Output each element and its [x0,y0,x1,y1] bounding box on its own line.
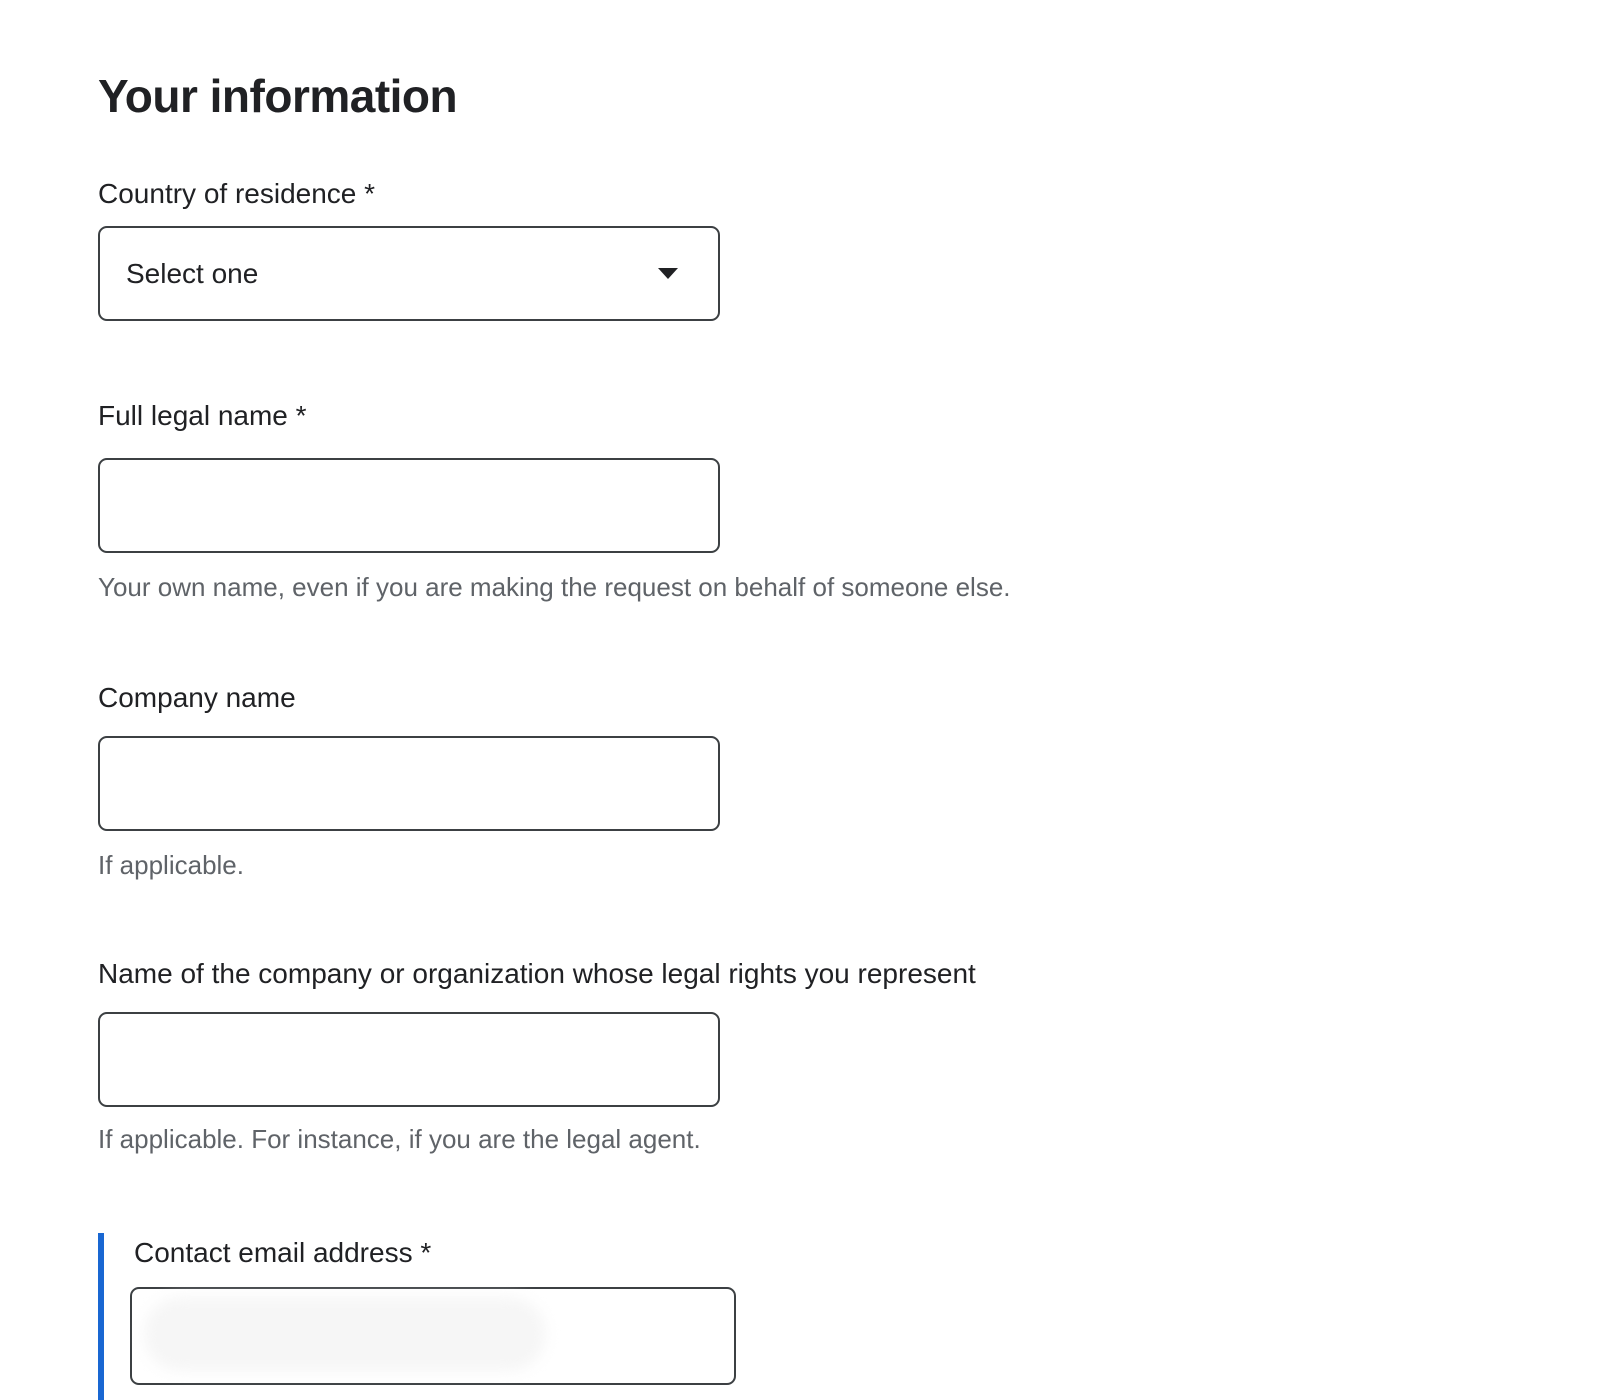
represented-organization-input[interactable] [98,1012,720,1107]
contact-email-section [98,1233,824,1400]
company-name-helper: If applicable. [98,850,244,880]
full-legal-name-helper: Your own name, even if you are making the request on behalf of someone else. [98,572,1011,602]
country-of-residence-label: Country of residence * [98,178,376,209]
full-legal-name-input[interactable] [98,458,720,553]
contact-email-input[interactable] [130,1287,736,1385]
represented-organization-label: Name of the company or organization whose legal rights you represent [98,958,976,989]
company-name-input[interactable] [98,736,720,831]
represented-organization-helper: If applicable. For instance, if you are the legal agent. [98,1124,701,1154]
page-title: Your information [98,69,458,122]
company-name-label: Company name [98,682,296,713]
country-selected-value: Select one [126,257,259,289]
contact-email-input-wrap [130,1287,736,1385]
country-of-residence-select[interactable] [98,226,720,321]
contact-email-label: Contact email address * [134,1237,432,1268]
full-legal-name-label: Full legal name * [98,400,307,431]
chevron-down-icon [658,268,678,279]
